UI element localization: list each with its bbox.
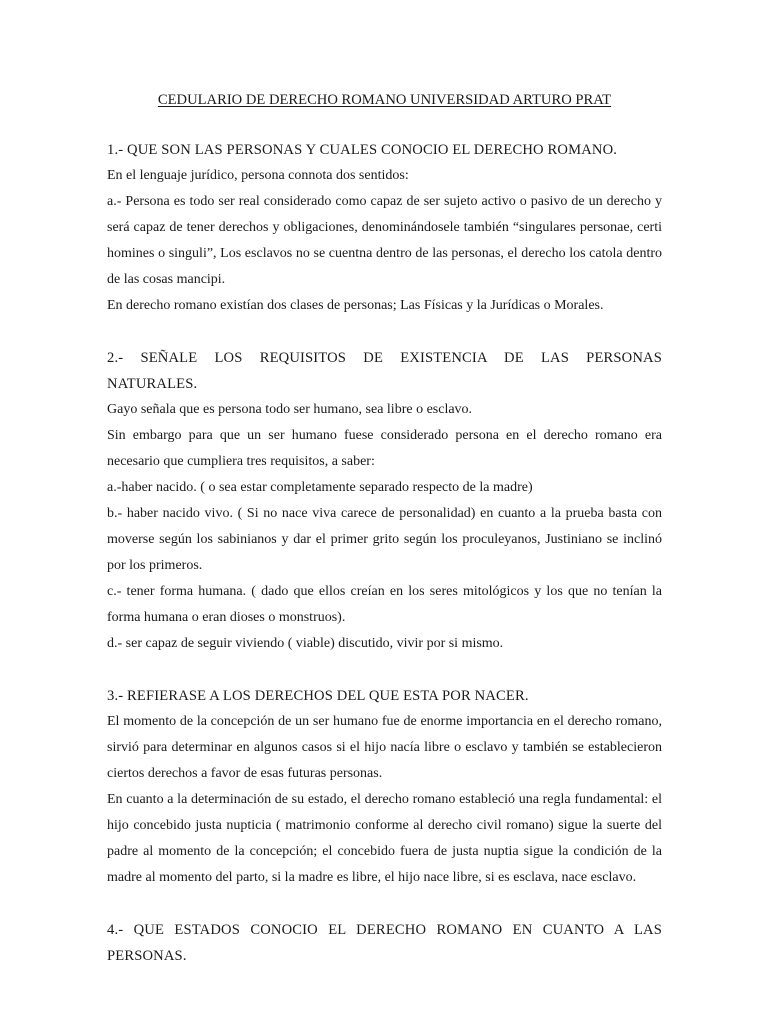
question-heading: 2.- SEÑALE LOS REQUISITOS DE EXISTENCIA DE LAS PERSONAS NATURALES. (107, 350, 662, 392)
question-heading: 1.- QUE SON LAS PERSONAS Y CUALES CONOCIO EL DERECHO ROMANO. (107, 142, 618, 158)
paragraph: Sin embargo para que un ser humano fuese considerado persona en el derecho romano era necesario que cumpliera tres requisitos, a saber: (107, 428, 662, 469)
paragraph: c.- tener forma humana. ( dado que ellos creían en los seres mitológicos y los que no tenían la forma humana o eran dioses o monstruos). (107, 584, 662, 625)
document-page (107, 80, 662, 969)
question-heading: 3.- REFIERASE A LOS DERECHOS DEL QUE ESTA POR NACER. (107, 688, 529, 704)
section-3 (107, 683, 662, 891)
section-1 (107, 137, 662, 319)
paragraph: a.- Persona es todo ser real considerado como capaz de ser sujeto activo o pasivo de un derecho y será capaz de tener derechos y obligaciones, denominándosele también “singulares personae, certi homines o singuli”, Los esclavos no se cuentna dentro de las personas, el derecho los catola dentro de las cosas mancipi. (107, 194, 662, 287)
paragraph: Gayo señala que es persona todo ser humano, sea libre o esclavo. (107, 402, 473, 417)
document-title: CEDULARIO DE DERECHO ROMANO UNIVERSIDAD ARTURO PRAT (157, 92, 612, 108)
paragraph: En cuanto a la determinación de su estado, el derecho romano estableció una regla fundamental: el hijo concebido justa nupticia ( matrimonio conforme al derecho civil romano) sigue la suerte del padre al momento de la concepción; el concebido fuera de justa nuptia sigue la condición de la madre al momento del parto, si la madre es libre, el hijo nace libre, si es esclava, nace esclavo. (107, 792, 662, 885)
paragraph: d.- ser capaz de seguir viviendo ( viable) discutido, vivir por si mismo. (107, 636, 504, 651)
paragraph: El momento de la concepción de un ser humano fue de enorme importancia en el derecho romano, sirvió para determinar en algunos casos si el hijo nacía libre o esclavo y también se establecieron ciertos derechos a favor de esas futuras personas. (107, 714, 662, 781)
paragraph: b.- haber nacido vivo. ( Si no nace viva carece de personalidad) en cuanto a la prueba basta con moverse según los sabinianos y dar el primer grito según los proculeyanos, Justiniano se inclinó por los primeros. (107, 506, 662, 573)
paragraph: a.-haber nacido. ( o sea estar completamente separado respecto de la madre) (107, 480, 533, 495)
question-heading: 4.- QUE ESTADOS CONOCIO EL DERECHO ROMANO EN CUANTO A LAS PERSONAS. (107, 922, 662, 964)
section-4 (107, 917, 662, 969)
paragraph: En el lenguaje jurídico, persona connota dos sentidos: (107, 168, 409, 183)
paragraph: En derecho romano existían dos clases de personas; Las Físicas y la Jurídicas o Morales. (107, 298, 604, 313)
section-2 (107, 345, 662, 657)
